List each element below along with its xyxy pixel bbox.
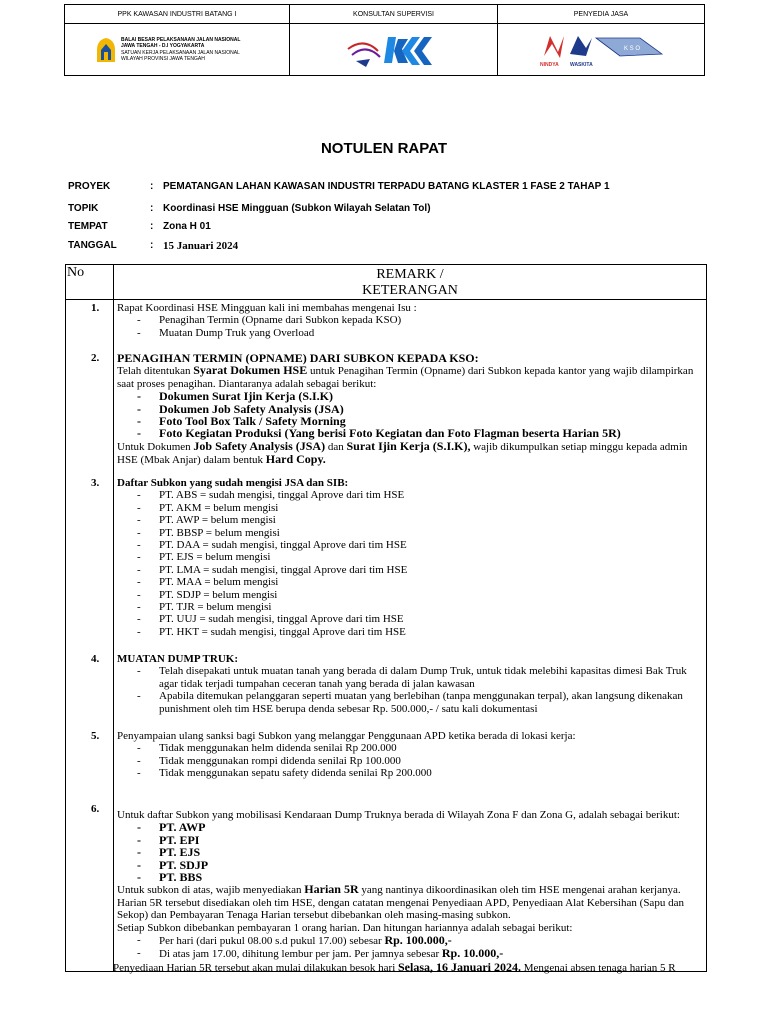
col-remark-line2: KETERANGAN (362, 283, 458, 298)
tanggal-value: 15 Januari 2024 (163, 240, 239, 252)
section-5-intro: Penyampaian ulang sanksi bagi Subkon yang melanggar Penggunaan APD ketika berada di lokasi kerja: (117, 730, 576, 742)
list-item: - PT. SDJP (117, 859, 702, 871)
consultant-logo-icon (344, 29, 444, 71)
col-remark-header (114, 267, 706, 299)
pu-line2: JAWA TENGAH - D.I YOGYAKARTA (121, 43, 205, 49)
contractor-column (498, 5, 704, 75)
list-item: - PT. EJS = belum mengisi (117, 551, 702, 563)
list-item: - PT. MAA = belum mengisi (117, 576, 702, 588)
section-2-para1: Telah ditentukan Syarat Dokumen HSE untuk Penagihan Termin (Opname) dari Subkon kepada kantor yang wajib dilampirkan saat proses penagihan. Diantaranya adalah sebagai berikut: (117, 363, 694, 390)
minutes-table (65, 264, 707, 972)
tanggal-colon: : (150, 240, 154, 251)
col-remark-line1: REMARK / (376, 267, 444, 282)
section-6-intro: Untuk daftar Subkon yang mobilisasi Kendaraan Dump Truknya berada di Wilayah Zona F dan Zona G, adalah sebagai berikut: (117, 809, 680, 821)
topik-label: TOPIK (68, 203, 99, 214)
waskita-label: WASKITA (570, 61, 593, 68)
list-item: - Penagihan Termin (Opname dari Subkon kepada KSO) (117, 314, 702, 326)
tempat-colon: : (150, 221, 154, 232)
consultant-column (290, 5, 498, 75)
section-number: 5. (91, 730, 100, 742)
proyek-label: PROYEK (68, 181, 111, 192)
list-item: - Tidak menggunakan sepatu safety didenda senilai Rp 200.000 (117, 767, 702, 779)
list-item: - PT. AWP (117, 821, 702, 833)
list-item: - PT. ABS = sudah mengisi, tinggal Aprove dari tim HSE (117, 489, 702, 501)
section-2-heading: PENAGIHAN TERMIN (OPNAME) DARI SUBKON KEPADA KSO: (117, 351, 479, 365)
list-item: - PT. TJR = belum mengisi (117, 601, 702, 613)
contractor-logo-icon (536, 30, 666, 70)
tanggal-label: TANGGAL (68, 240, 117, 251)
proyek-colon: : (150, 181, 154, 192)
list-item: - Tidak menggunakan rompi didenda senilai Rp 100.000 (117, 755, 702, 767)
section-number: 6. (91, 803, 100, 815)
tempat-label: TEMPAT (68, 221, 108, 232)
section-number: 1. (91, 302, 100, 314)
section-number: 3. (91, 477, 100, 489)
topik-value: Koordinasi HSE Mingguan (Subkon Wilayah Selatan Tol) (163, 203, 431, 214)
pu-line4: WILAYAH PROVINSI JAWA TENGAH (121, 56, 205, 62)
nindya-label: NINDYA (540, 61, 559, 68)
list-item: - PT. BBSP = belum mengisi (117, 527, 702, 539)
pu-line1: BALAI BESAR PELAKSANAAN JALAN NASIONAL (121, 36, 241, 43)
list-item: - PT. DAA = sudah mengisi, tinggal Aprove dari tim HSE (117, 539, 702, 551)
list-item: - PT. LMA = sudah mengisi, tinggal Aprove dari tim HSE (117, 564, 702, 576)
list-item: - Di atas jam 17.00, dihitung lembur per jam. Per jamnya sebesar Rp. 10.000,- (117, 947, 702, 960)
section-6-para2: Harian 5R tersebut disediakan oleh tim HSE, dengan catatan mengenai Penyediaan APD, Penyediaan Alat Kebersihan (Sapu dan Sekop) dan Pembayaran Tenaga Harian tersebut dibebankan oleh masing-masing subkon. (117, 896, 684, 922)
list-item: - Muatan Dump Truk yang Overload (117, 327, 702, 339)
section-1-intro: Rapat Koordinasi HSE Mingguan kali ini membahas mengenai Isu : (117, 302, 417, 314)
list-item: - PT. BBS (117, 871, 702, 883)
consultant-title: KONSULTAN SUPERVISI (290, 5, 497, 24)
list-item: - Apabila ditemukan pelanggaran seperti muatan yang berlebihan (tanpa menggunakan terpal), akan langsung dikenakan punishment oleh tim HSE berupa denda sebesar Rp. 500.000,- / satu kali dokumentasi (117, 690, 702, 715)
kso-label: K S O (624, 45, 641, 52)
pu-text (121, 37, 240, 63)
contractor-title: PENYEDIA JASA (498, 5, 704, 24)
list-item: - Per hari (dari pukul 08.00 s.d pukul 17.00) sebesar Rp. 100.000,- (117, 934, 702, 947)
owner-title: PPK KAWASAN INDUSTRI BATANG I (65, 5, 289, 24)
topik-colon: : (150, 203, 154, 214)
section-6-para4: Penyediaan Harian 5R tersebut akan mulai dilakukan besok hari Selasa, 16 Januari 2024. Mengenai absen tenaga harian 5 R (113, 959, 676, 974)
section-3-heading: Daftar Subkon yang sudah mengisi JSA dan SIB: (117, 477, 349, 489)
section-number: 4. (91, 653, 100, 665)
list-item: - Tidak menggunakan helm didenda senilai Rp 200.000 (117, 742, 702, 754)
section-2-para2: Untuk Dokumen Job Safety Analysis (JSA) dan Surat Ijin Kerja (S.I.K), wajib dikumpulkan setiap minggu kepada admin HSE (Mbak Anjar) dalam bentuk Hard Copy. (117, 438, 688, 467)
list-item: - PT. SDJP = belum mengisi (117, 589, 702, 601)
page-title: NOTULEN RAPAT (320, 140, 448, 157)
section-6-para3: Setiap Subkon dibebankan pembayaran 1 orang harian. Dan hitungan hariannya adalah sebagai berikut: (117, 921, 573, 934)
list-item: - PT. EPI (117, 834, 702, 846)
list-item: - Dokumen Surat Ijin Kerja (S.I.K) (117, 390, 702, 402)
letterhead (64, 4, 705, 76)
tempat-value: Zona H 01 (163, 221, 211, 232)
pu-line3: SATUAN KERJA PELAKSANAAN JALAN NASIONAL (121, 49, 240, 56)
list-item: - Telah disepakati untuk muatan tanah yang berada di dalam Dump Truk, untuk tidak melebihi kapasitas dimesi Bak Truk agar tidak terjadi tumpahan ceceran tanah yang berada di jalan kawasan (117, 665, 702, 690)
proyek-value: PEMATANGAN LAHAN KAWASAN INDUSTRI TERPADU BATANG KLASTER 1 FASE 2 TAHAP 1 (163, 181, 610, 192)
list-item: - Foto Kegiatan Produksi (Yang berisi Foto Kegiatan dan Foto Flagman beserta Harian 5R) (117, 427, 702, 439)
list-item: - Dokumen Job Safety Analysis (JSA) (117, 403, 702, 415)
section-number: 2. (91, 352, 100, 364)
list-item: - PT. UUJ = sudah mengisi, tinggal Aprove dari tim HSE (117, 613, 702, 625)
section-6-para1: Untuk subkon di atas, wajib menyediakan Harian 5R yang nantinya dikoordinasikan oleh tim HSE mengenai arahan kerjanya. (117, 882, 681, 897)
list-item: - PT. AKM = belum mengisi (117, 502, 702, 514)
list-item: - Foto Tool Box Talk / Safety Morning (117, 415, 702, 427)
pu-logo-icon (95, 36, 117, 64)
list-item: - PT. EJS (117, 846, 702, 858)
section-4-heading: MUATAN DUMP TRUK: (117, 653, 238, 665)
col-no-header: No (67, 265, 85, 280)
list-item: - PT. AWP = belum mengisi (117, 514, 702, 526)
list-item: - PT. HKT = sudah mengisi, tinggal Aprove dari tim HSE (117, 626, 702, 638)
owner-column (65, 5, 290, 75)
